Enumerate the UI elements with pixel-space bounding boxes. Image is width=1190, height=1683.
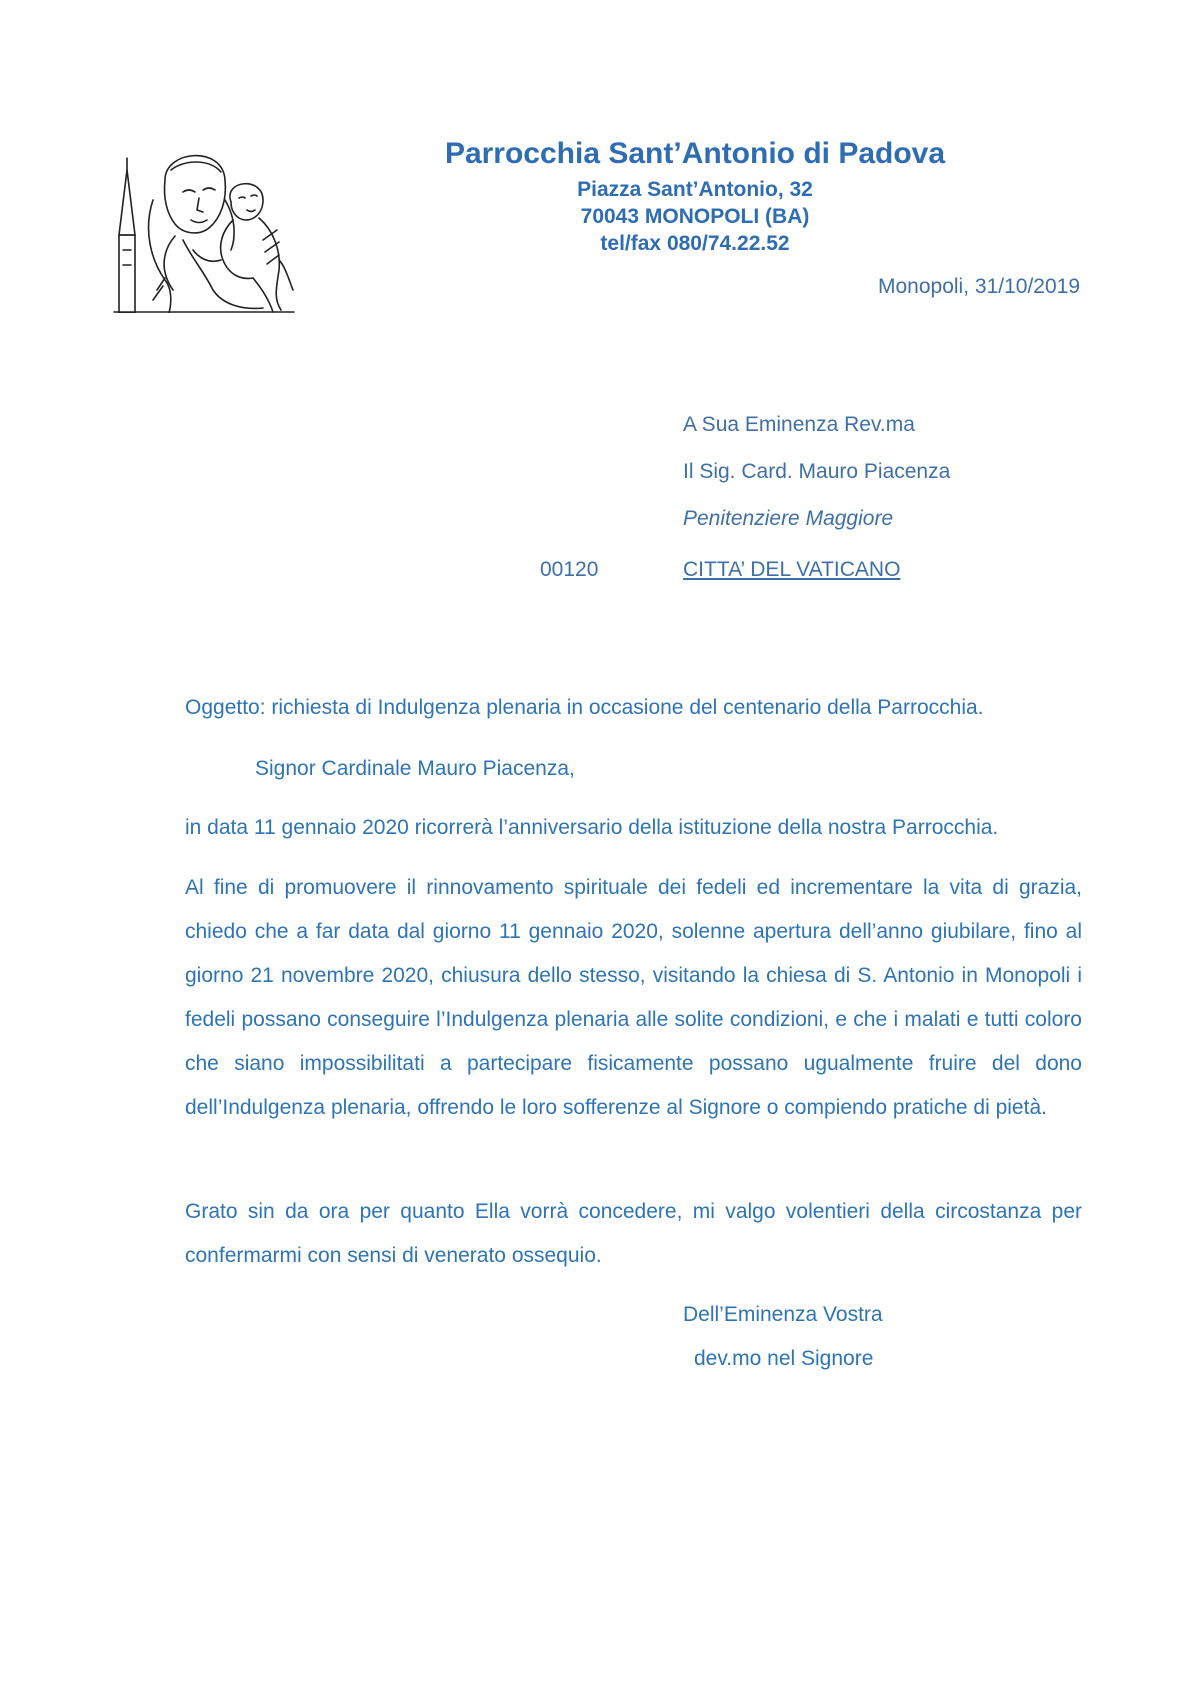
paragraph-1: in data 11 gennaio 2020 ricorrerà l’anniversario della istituzione della nostra Parrocchia.: [185, 816, 999, 839]
recipient-city: CITTA’ DEL VATICANO: [683, 558, 901, 581]
letter-salutation: Signor Cardinale Mauro Piacenza,: [255, 757, 575, 780]
recipient-line-3: Penitenziere Maggiore: [683, 507, 894, 530]
parish-name: Parrocchia Sant’Antonio di Padova: [444, 137, 946, 170]
parish-city: 70043 MONOPOLI (BA): [580, 205, 810, 228]
paragraph-3: Grato sin da ora per quanto Ella vorrà concedere, mi valgo volentieri della circostanza per confermarmi con sensi di venerato ossequio.: [185, 1200, 1082, 1267]
paragraph-2: Al fine di promuovere il rinnovamento spirituale dei fedeli ed incrementare la vita di grazia, chiedo che a far data dal giorno 11 gennaio 2020, solenne apertura dell’anno giubilare, fino al giorno 21 novembre 2020, chiusura dello stesso, visitando la chiesa di S. Antonio in Monopoli i fedeli possano conseguire l’Indulgenza plenaria alle solite condizioni, e che i malati e tutti coloro che siano impossibilitati a partecipare fisicamente possano ugualmente fruire del dono dell’Indulgenza plenaria, offrendo le loro sofferenze al Signore o compiendo pratiche di pietà.: [185, 876, 1082, 1119]
closing-line-2: dev.mo nel Signore: [694, 1347, 874, 1370]
letter-date: Monopoli, 31/10/2019: [878, 275, 1080, 298]
closing-line-1: Dell’Eminenza Vostra: [683, 1303, 883, 1326]
letter-subject: Oggetto: richiesta di Indulgenza plenaria in occasione del centenario della Parrocchia.: [185, 696, 984, 719]
parish-logo: [113, 140, 295, 313]
parish-street: Piazza Sant’Antonio, 32: [577, 178, 813, 201]
parish-phone: tel/fax 080/74.22.52: [600, 232, 790, 255]
saint-with-child-drawing-icon: [113, 140, 295, 313]
recipient-line-1: A Sua Eminenza Rev.ma: [683, 413, 915, 436]
recipient-line-2: Il Sig. Card. Mauro Piacenza: [683, 460, 951, 483]
recipient-postal-code: 00120: [540, 558, 599, 581]
